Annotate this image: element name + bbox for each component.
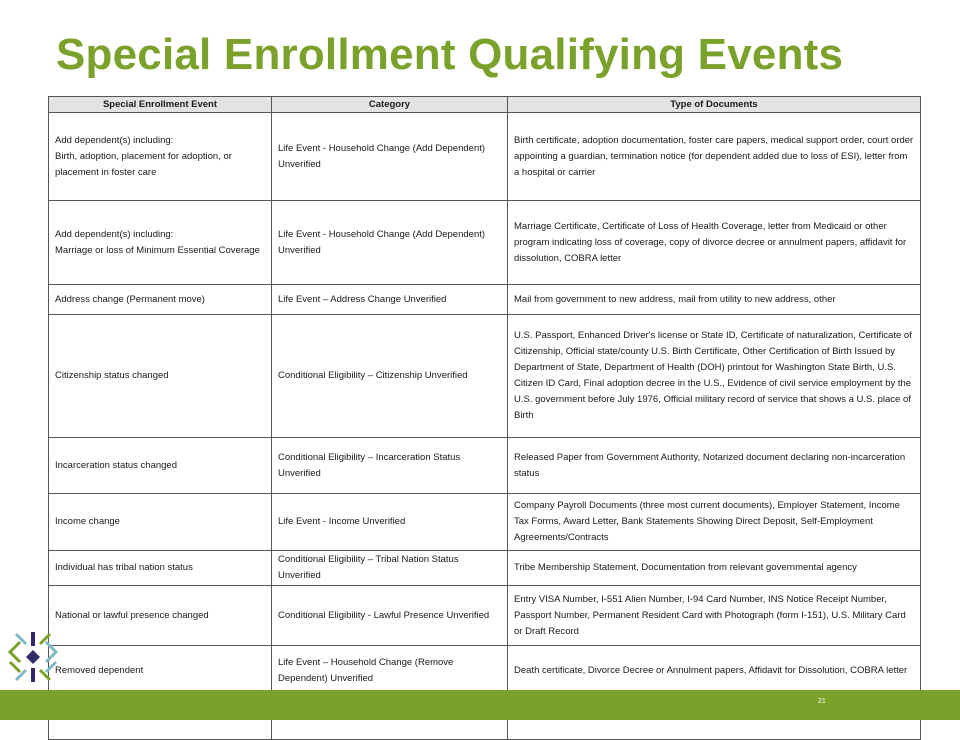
documents-cell: Released Paper from Government Authority, Notarized document declaring non-incarceration status [508,438,921,494]
documents-cell: Mail from government to new address, mail from utility to new address, other [508,285,921,315]
event-cell [49,201,272,285]
table-row [49,438,921,494]
category-cell: Life Event – Address Change Unverified [272,285,508,315]
event-cell [49,113,272,201]
documents-cell: Tribe Membership Statement, Documentation from relevant governmental agency [508,551,921,586]
documents-cell: Marriage Certificate, Certificate of Loss of Health Coverage, letter from Medicaid or other program indicating loss of coverage, copy of divorce decree or annulment papers, affidavit for dissolution, COBRA letter [508,201,921,285]
event-line: Incarceration status changed [55,459,177,471]
category-cell: Conditional Eligibility – Citizenship Unverified [272,315,508,438]
table-row [49,551,921,586]
table-header-row [49,97,921,113]
category-cell: Life Event - Household Change (Add Dependent) Unverified [272,201,508,285]
event-cell [49,586,272,646]
header-category: Category [272,97,508,113]
event-line: Citizenship status changed [55,370,169,381]
table-row [49,113,921,201]
event-cell [49,285,272,315]
category-cell: Conditional Eligibility – Tribal Nation Status Unverified [272,551,508,586]
slide-title: Special Enrollment Qualifying Events [56,30,844,79]
header-event: Special Enrollment Event [49,97,272,113]
event-cell [49,646,272,696]
event-cell [49,551,272,586]
organization-logo-icon [6,630,60,684]
event-cell [49,438,272,494]
category-cell: Life Event - Household Change (Add Dependent) Unverified [272,113,508,201]
event-line: National or lawful presence changed [55,609,209,621]
documents-cell: Death certificate, Divorce Decree or Annulment papers, Affidavit for Dissolution, COBRA letter [508,646,921,696]
documents-cell: Birth certificate, adoption documentation, foster care papers, medical support order, court order appointing a guardian, termination notice (for dependent added due to loss of ESI), letter from a hospital or carrier [508,113,921,201]
event-line: Marriage or loss of Minimum Essential Coverage [55,244,260,256]
category-cell: Conditional Eligibility - Lawful Presence Unverified [272,586,508,646]
event-line: Address change (Permanent move) [55,293,205,305]
table-row [49,646,921,696]
table-row [49,586,921,646]
documents-cell: Entry VISA Number, I-551 Alien Number, I-94 Card Number, INS Notice Receipt Number, Passport Number, Permanent Resident Card with Photograph (form I-151), U.S. Military Card or Draft Record [508,586,921,646]
event-line: Individual has tribal nation status [55,562,193,573]
category-cell: Conditional Eligibility – Incarceration Status Unverified [272,438,508,494]
page-number: 21 [818,698,826,705]
events-table [48,96,921,740]
event-line: Removed dependent [55,664,144,676]
event-cell [49,315,272,438]
event-cell [49,494,272,551]
event-line: Income change [55,516,120,527]
header-documents: Type of Documents [508,97,921,113]
event-line: Birth, adoption, placement for adoption, or placement in foster care [55,150,232,178]
category-cell: Life Event - Income Unverified [272,494,508,551]
category-cell: Life Event – Household Change (Remove Dependent) Unverified [272,646,508,696]
footer-bar [0,690,960,720]
table-row [49,201,921,285]
documents-cell: Company Payroll Documents (three most current documents), Employer Statement, Income Tax Forms, Award Letter, Bank Statements Showing Direct Deposit, Self-Employment Agreements/Contracts [508,494,921,551]
event-line: Add dependent(s) including: [55,228,174,240]
table-row [49,494,921,551]
table-row [49,315,921,438]
event-line: Add dependent(s) including: [55,134,174,146]
table-row [49,285,921,315]
documents-cell: U.S. Passport, Enhanced Driver's license or State ID, Certificate of naturalization, Certificate of Citizenship, Official state/county U.S. Birth Certificate, Other Certification of Birth Issued by Department of State, Department of Health (DOH) printout for Washington State Birth, U.S. Citizen ID Card, Final adoption decree in the U.S., Evidence of civil service employment by the U.S. government before July 1976, Official military record of service that shows a U.S. place of Birth [508,315,921,438]
